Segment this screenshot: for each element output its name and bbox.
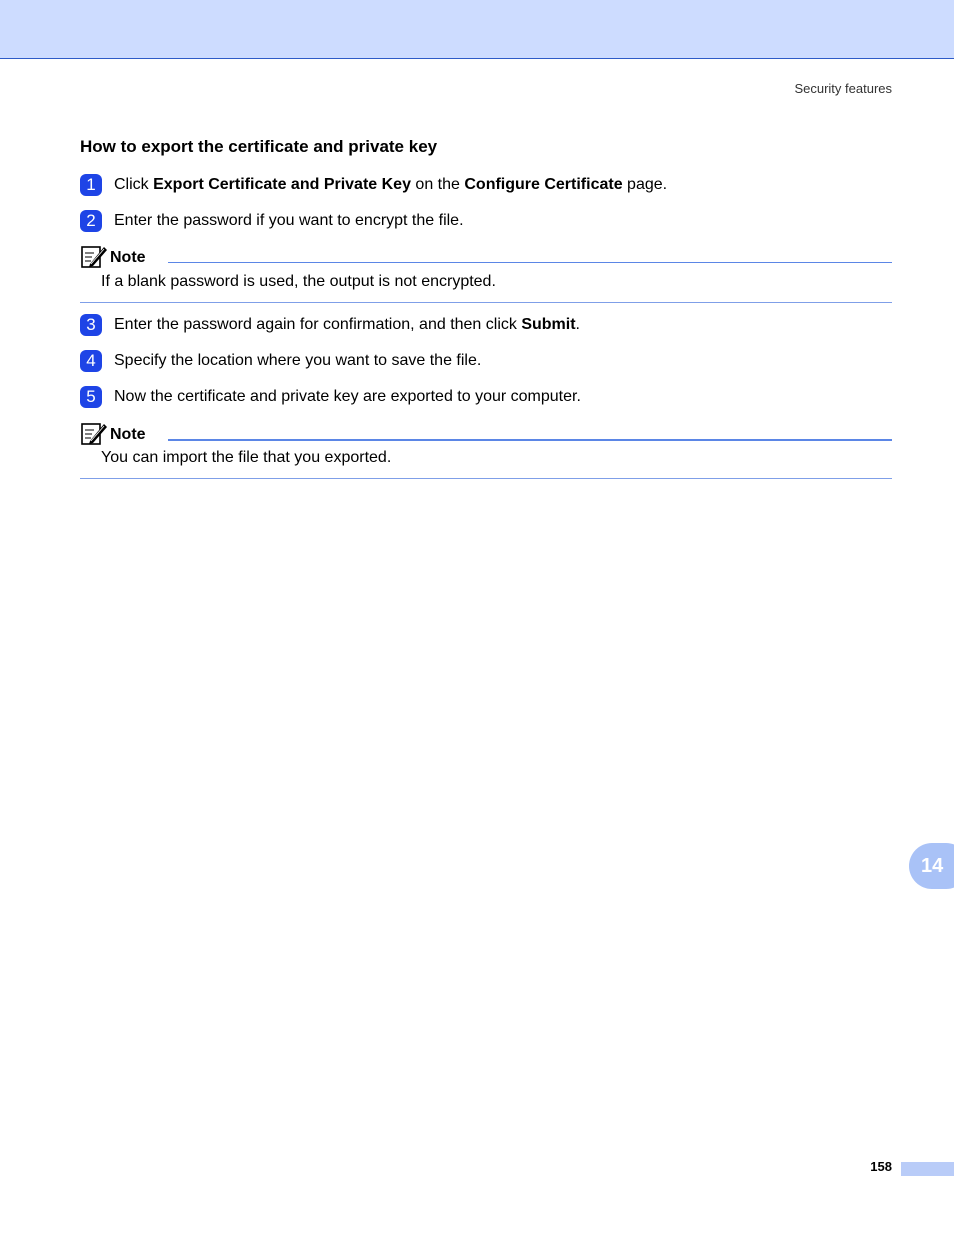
step-number-5: 5: [80, 386, 102, 408]
step-text: [114, 388, 581, 406]
note-bottom-rule: [80, 302, 892, 303]
step-bold-term: Export Certificate and Private Key: [153, 176, 411, 193]
section-title: How to export the certificate and private key: [80, 137, 438, 156]
note-header: [80, 421, 892, 447]
note-text: If a blank password is used, the output is not encrypted.: [101, 273, 496, 290]
chapter-tab: 14: [909, 843, 954, 889]
note-top-rule: [168, 439, 892, 441]
note-bottom-rule: [80, 478, 892, 479]
step-text: [114, 212, 464, 230]
header-band: [0, 0, 954, 59]
note-top-rule: [168, 262, 892, 263]
step-text-part: Specify the location where you want to save the file.: [114, 352, 482, 369]
step-number-3: 3: [80, 314, 102, 336]
note-header: [80, 244, 892, 270]
step-bold-term: Configure Certificate: [464, 176, 623, 193]
note-pencil-icon: [80, 244, 108, 270]
step-text-part: page.: [622, 176, 668, 193]
running-header: Security features: [794, 81, 892, 96]
step-3: [80, 313, 580, 337]
step-4: [80, 349, 481, 373]
step-number-4: 4: [80, 350, 102, 372]
step-number-2: 2: [80, 210, 102, 232]
step-number-1: 1: [80, 174, 102, 196]
footer-bar: [901, 1162, 954, 1176]
step-bold-term: Submit: [521, 316, 576, 333]
step-text-part: .: [575, 316, 580, 333]
step-text: [114, 352, 481, 370]
note-label: Note: [110, 426, 146, 443]
note-label: Note: [110, 249, 146, 266]
note-box-1: [80, 244, 892, 303]
note-pencil-icon: [80, 421, 108, 447]
step-text: [114, 176, 667, 194]
step-text-part: Now the certificate and private key are exported to your computer.: [114, 388, 581, 405]
step-text-part: Click: [114, 176, 154, 193]
step-2: [80, 209, 464, 233]
step-text-part: on the: [410, 176, 465, 193]
step-text: [114, 316, 580, 334]
note-box-2: [80, 421, 892, 479]
step-1: [80, 173, 667, 197]
note-text: You can import the file that you exported.: [101, 449, 392, 466]
step-5: [80, 385, 581, 409]
step-text-part: Enter the password again for confirmation, and then click: [114, 316, 522, 333]
page-number: 158: [870, 1159, 892, 1174]
step-text-part: Enter the password if you want to encrypt the file.: [114, 212, 464, 229]
